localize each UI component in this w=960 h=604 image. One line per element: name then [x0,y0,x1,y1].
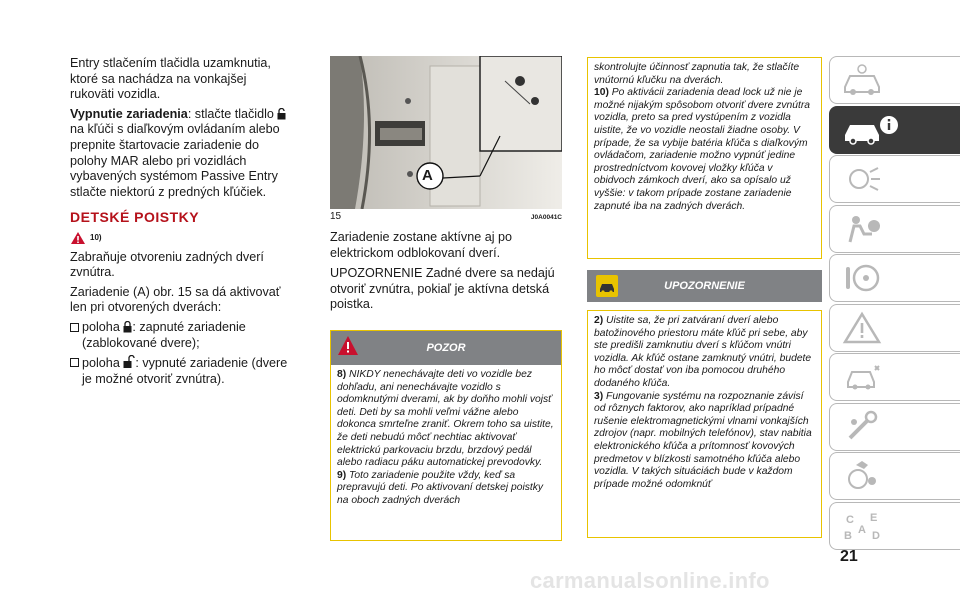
pozor-num-9: 9) [337,469,347,481]
paragraph-stays-active: Zariadenie zostane aktívne aj po elektrickom odblokovaní dverí. [330,230,513,260]
tab-starting[interactable] [829,254,960,302]
lock-open-icon [277,108,286,120]
warning-triangle-icon [842,311,882,345]
tab-dashboard[interactable] [829,56,960,104]
upozornenie-title: UPOZORNENIE [664,280,745,292]
svg-text:C: C [846,513,854,526]
paragraph-disable [70,107,292,201]
lock-unlocked-icon [123,355,135,369]
bullet-locked-a: poloha [82,319,120,334]
pozor-item-8 [337,369,555,470]
paragraph-entry: Entry stlačením tlačidla uzamknutia, ktoré sa nachádza na vonkajšej rukoväti vozidla. [70,56,271,102]
figure-callout-a: A [422,167,433,184]
paragraph-prevent: Zabraňuje otvoreniu zadných dverí zvnútra. [70,249,264,280]
index-letters-icon [842,509,886,543]
note-text-2: Uistite sa, že pri zatváraní dverí alebo batožinového priestoru máte kľúč pri sebe, aby ste predišli zamknutiu dverí s kľúčom vnútri vozidla. Ak kľúč ostane zamknutý vnútri, budete ho môcť dostať von iba pomocou druhého dodaného kľúča. [594,315,812,389]
pozor-body [331,365,561,512]
bullet-square-icon [70,323,79,332]
watermark: carmanualsonline.info [530,568,770,593]
tab-lights[interactable] [829,155,960,203]
service-tools-icon [842,410,882,444]
bullet-square-icon [70,358,79,367]
section-heading-child-locks: DETSKÉ POISTKY [70,209,200,226]
continued-body [588,58,821,217]
warning-item-10 [594,87,815,213]
term-disable: Vypnutie zariadenia [70,106,188,121]
bullet-locked-b: : zapnuté zariadenie (zablokované dvere); [82,319,246,350]
car-info-icon [842,113,902,147]
bullet-unlocked-b: : vypnuté zariadenie (dvere je možné otvoriť zvnútra). [82,356,288,386]
pozor-header [331,331,561,365]
airbag-icon [842,212,882,246]
continued-warning-box [587,57,822,259]
note-num-3: 3) [594,390,604,402]
car-caution-icon [595,274,619,298]
tab-multimedia[interactable] [829,452,960,500]
column-2 [330,56,562,318]
lights-icon [842,162,882,196]
note-text-3: Fungovanie systému na rozpoznanie závisí od rôznych faktorov, ako napríklad prípadné rušenie elektromagnetickými vlnami vonkajších zdrojov (napr. mobilných telefónov), stav nabitia elektronického kľúča a prítomnosť kovových predmetov v blízkosti samotného kľúča alebo vozidla. V takých situáciách bude v každom prípade možné odomknúť [594,390,812,490]
tab-car-info[interactable] [829,106,960,154]
pozor-text-8: NIKDY nenechávajte deti vo vozidle bez dohľadu, ani nenechávajte vozidlo s odomknutými dverami, ak by doňho mohli vojsť deti. Deti by sa mohli veľmi vážne alebo dokonca smrteľne zraniť. Okrem toho sa uistite, že deti nebudú môcť nechtiac aktivovať elektrickú parkovaciu brzdu, brzdový pedál alebo radiacu páku automatickej prevodovky. [337,369,554,469]
bullet-unlocked-text [82,355,292,387]
pozor-num-8: 8) [337,369,347,380]
figure-code: J0A0041C [530,214,562,221]
tab-maintenance[interactable] [829,353,960,401]
figure-child-lock-photo [330,56,562,209]
warning-text-10: Po aktivácii zariadenia dead lock už nie je možné nijakým spôsobom otvoriť dvere zvnútra vozidla, preto sa pred vystúpením z vozidla uistite, že vo vozidle neostali žiadne osoby. V prípade, že sa vybije batéria kľúča s diaľkovým ovládačom, zariadenie možno vypnúť jedine prostredníctvom kovovej vložky kľúča v obidvoch zámkoch dverí, ako sa opísalo už vyššie: v takom prípade zostane zariadenie zapnuté iba na zadných dverách. [594,87,810,212]
text-disable-a: : stlačte tlačidlo [187,106,274,121]
pozor-title: POZOR [426,342,466,354]
upozornenie-body [588,311,821,495]
bullet-unlocked [70,355,292,387]
bullet-locked-text [82,320,292,351]
warning-triangle-icon [70,231,86,245]
page-number: 21 [840,548,858,565]
pozor-item-9 [337,470,555,508]
car-crash-icon [842,360,882,394]
paragraph-device: Zariadenie (A) obr. 15 sa dá aktivovať len pri otvorených dverách: [70,284,281,315]
column-1 [70,56,292,391]
technical-data-icon [842,459,882,493]
note-item-3 [594,391,815,492]
bullet-unlocked-a: poloha [82,356,120,371]
svg-text:A: A [858,523,866,536]
upozornenie-header [587,270,822,302]
tab-emergency[interactable] [829,304,960,352]
warning-triangle-icon [337,335,359,357]
svg-text:D: D [872,529,880,542]
door-latch-illustration [330,56,562,209]
warning-num-10: 10) [594,87,609,99]
note-item-2 [594,315,815,391]
continued-text: skontrolujte účinnosť zapnutia tak, že stlačíte vnútornú kľučku na dverách. [594,62,800,86]
bullet-locked [70,320,292,351]
steering-wheel-icon [842,261,882,295]
lock-closed-icon [123,321,132,333]
tab-index[interactable] [829,502,960,550]
section-tabs [829,56,960,551]
figure-caption [330,211,562,222]
svg-text:E: E [870,511,878,524]
tab-technical[interactable] [829,403,960,451]
pozor-text-9: Toto zariadenie použite vždy, keď sa prepravujú deti. Po aktivovaní detskej poistky na oboch zadných dverách [337,469,544,506]
car-dashboard-icon [842,63,882,97]
pozor-warning-box [330,330,562,541]
tab-safety[interactable] [829,205,960,253]
figure-number: 15 [330,211,342,222]
text-disable-b: na kľúči s diaľkovým ovládaním alebo prepnite štartovacie zariadenie do polohy MAR alebo pri vozidlách vybavených systémom Passive Entry stlačte niektorú z predných kľúčiek. [70,122,280,199]
note-num-2: 2) [594,315,604,326]
upozornenie-box [587,310,822,538]
warning-ref-number: 10) [90,232,102,242]
svg-text:B: B [844,529,852,542]
warning-ref [70,230,292,246]
paragraph-note: UPOZORNENIE Zadné dvere sa nedajú otvoriť zvnútra, pokiaľ je aktívna detská poistka. [330,266,555,312]
